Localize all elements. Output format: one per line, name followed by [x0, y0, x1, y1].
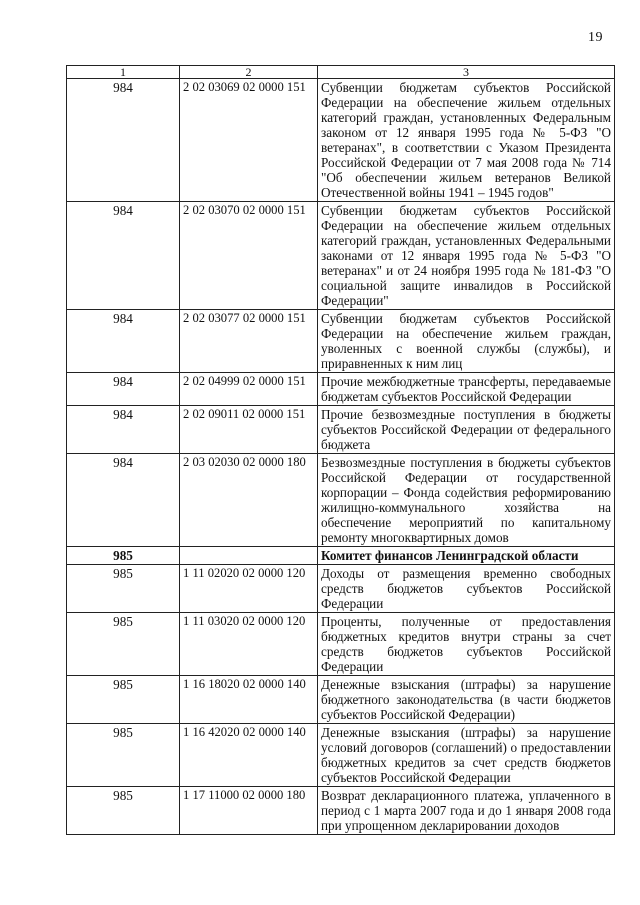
budget-revenue-table — [66, 65, 615, 835]
budget-code-cell: 2 02 04999 02 0000 151 — [180, 373, 318, 406]
admin-code-cell: 985 — [67, 676, 180, 724]
budget-code-cell: 1 11 03020 02 0000 120 — [180, 613, 318, 676]
admin-code-cell: 985 — [67, 565, 180, 613]
admin-code-cell: 985 — [67, 787, 180, 835]
page-number: 19 — [588, 30, 603, 45]
table-row — [67, 676, 615, 724]
budget-code-cell: 2 02 03070 02 0000 151 — [180, 202, 318, 310]
table-row — [67, 565, 615, 613]
admin-code-cell: 984 — [67, 202, 180, 310]
budget-code-cell: 2 02 03077 02 0000 151 — [180, 310, 318, 373]
budget-code-cell — [180, 547, 318, 565]
admin-code-cell: 985 — [67, 613, 180, 676]
table-row — [67, 373, 615, 406]
description-cell: Возврат декларационного платежа, уплаченного в период с 1 марта 2007 года и до 1 января 2008 года при упрощенном декларировании доходов — [318, 787, 615, 835]
budget-code-cell: 1 11 02020 02 0000 120 — [180, 565, 318, 613]
description-cell: Проценты, полученные от предоставления бюджетных кредитов внутри страны за счет средств бюджетов субъектов Российской Федерации — [318, 613, 615, 676]
section-header-row — [67, 547, 615, 565]
admin-code-cell: 984 — [67, 310, 180, 373]
budget-code-cell: 2 02 09011 02 0000 151 — [180, 406, 318, 454]
table-row — [67, 79, 615, 202]
description-cell: Доходы от размещения временно свободных средств бюджетов субъектов Российской Федерации — [318, 565, 615, 613]
table-header-row — [67, 66, 615, 79]
budget-code-cell: 2 02 03069 02 0000 151 — [180, 79, 318, 202]
description-cell: Субвенции бюджетам субъектов Российской Федерации на обеспечение жильем граждан, уволенных с военной службы (службы), и приравненных к ним лиц — [318, 310, 615, 373]
table-row — [67, 310, 615, 373]
description-cell: Денежные взыскания (штрафы) за нарушение условий договоров (соглашений) о предоставлении бюджетных кредитов за счет средств бюджетов субъектов Российской Федерации — [318, 724, 615, 787]
admin-code-cell: 984 — [67, 79, 180, 202]
description-cell: Денежные взыскания (штрафы) за нарушение бюджетного законодательства (в части бюджетов субъектов Российской Федерации) — [318, 676, 615, 724]
table-row — [67, 724, 615, 787]
budget-code-cell: 2 03 02030 02 0000 180 — [180, 454, 318, 547]
column-header-admin: 1 — [67, 66, 180, 79]
table-row — [67, 454, 615, 547]
budget-code-cell: 1 17 11000 02 0000 180 — [180, 787, 318, 835]
description-cell: Прочие межбюджетные трансферты, передаваемые бюджетам субъектов Российской Федерации — [318, 373, 615, 406]
description-cell: Субвенции бюджетам субъектов Российской Федерации на обеспечение жильем отдельных категорий граждан, установленных Федеральными законами от 12 января 1995 года № 5-ФЗ "О ветеранах" и от 24 ноября 1995 года № 181-ФЗ "О социальной защите инвалидов в Российской Федерации" — [318, 202, 615, 310]
table-row — [67, 406, 615, 454]
section-title: Комитет финансов Ленинградской области — [318, 547, 615, 565]
admin-code-cell: 984 — [67, 373, 180, 406]
description-cell: Безвозмездные поступления в бюджеты субъектов Российской Федерации от государственной корпорации – Фонда содействия реформированию жилищно-коммунального хозяйства на обеспечение мероприятий по капитальному ремонту многоквартирных домов — [318, 454, 615, 547]
description-cell: Прочие безвозмездные поступления в бюджеты субъектов Российской Федерации от федерального бюджета — [318, 406, 615, 454]
description-cell: Субвенции бюджетам субъектов Российской Федерации на обеспечение жильем отдельных категорий граждан, установленных Федеральным законом от 12 января 1995 года № 5-ФЗ "О ветеранах", в соответствии с Указом Президента Российской Федерации от 7 мая 2008 года № 714 "Об обеспечении жильем ветеранов Великой Отечественной войны 1941 – 1945 годов" — [318, 79, 615, 202]
budget-code-cell: 1 16 42020 02 0000 140 — [180, 724, 318, 787]
table-row — [67, 787, 615, 835]
table-row — [67, 613, 615, 676]
table-row — [67, 202, 615, 310]
admin-code-cell: 984 — [67, 454, 180, 547]
admin-code-cell: 985 — [67, 547, 180, 565]
column-header-description: 3 — [318, 66, 615, 79]
admin-code-cell: 985 — [67, 724, 180, 787]
budget-code-cell: 1 16 18020 02 0000 140 — [180, 676, 318, 724]
column-header-code: 2 — [180, 66, 318, 79]
admin-code-cell: 984 — [67, 406, 180, 454]
